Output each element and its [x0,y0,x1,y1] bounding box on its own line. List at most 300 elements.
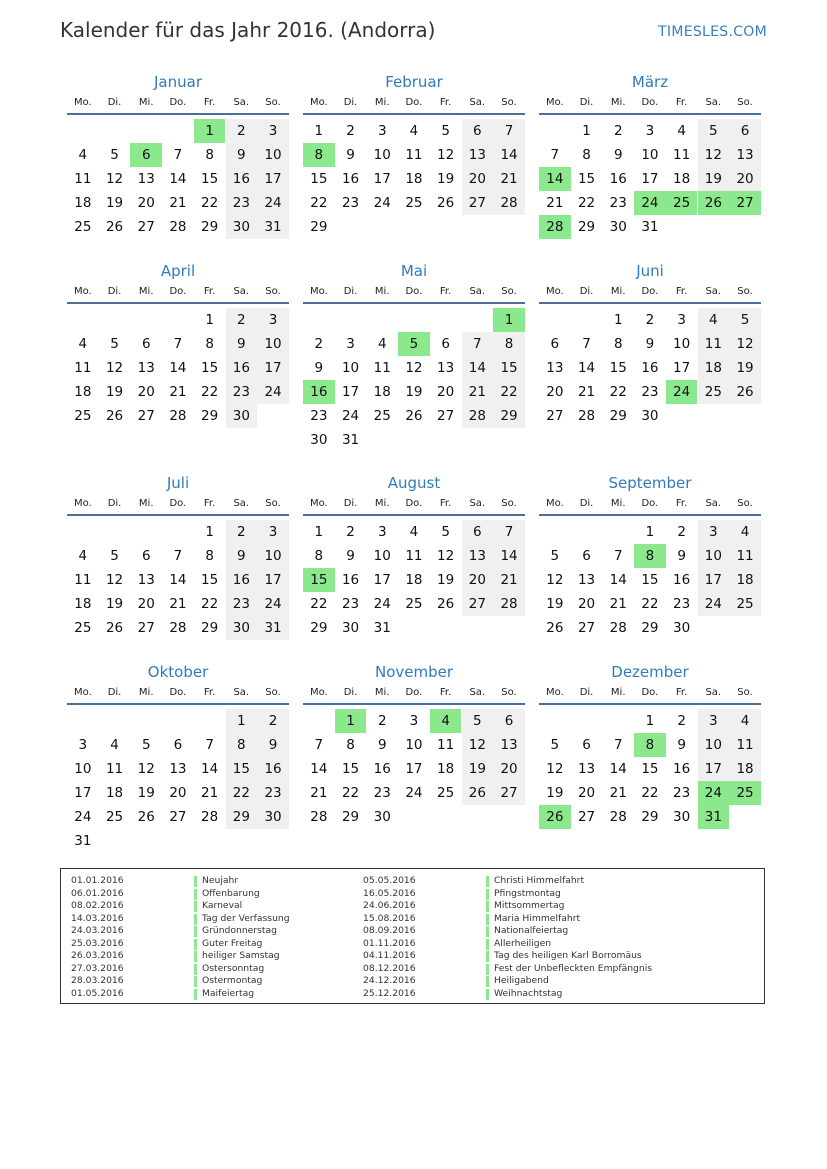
day-cell: 5 [110,147,119,163]
month-dezember [539,661,761,829]
day-cell: 2 [677,713,686,729]
day-cell: 26 [137,809,155,825]
day-cell: 8 [314,548,324,564]
day-cell: 7 [582,336,591,352]
day-cell: 17 [704,572,722,588]
day-cell: 31 [341,432,360,448]
month-september [539,472,761,640]
weekday-label: Mi. [610,286,626,297]
weekday-label: Mo. [545,97,564,108]
day-cell: 11 [704,336,722,352]
day-cell: 25 [405,596,423,612]
day-cell: 28 [169,620,187,636]
weekday-label: Sa. [233,498,250,509]
day-cell: 5 [441,123,450,139]
legend-date: 28.03.2016 [71,975,124,986]
weekday-label: Fr. [439,97,452,108]
weekday-label: Mi. [610,97,626,108]
weekday-label: Do. [169,498,187,509]
day-cell: 28 [609,809,627,825]
day-cell: 16 [232,360,250,376]
legend-item [353,875,705,888]
day-cell: 12 [736,336,754,352]
weekday-header [303,494,525,516]
day-cell: 4 [377,336,387,352]
day-cell: 19 [105,596,124,612]
weekday-label: Mi. [374,286,390,297]
legend-color-marker [486,939,489,950]
legend-color-marker [486,976,489,987]
day-cell: 22 [201,384,219,400]
legend-date: 01.11.2016 [363,937,416,949]
day-cell: 16 [341,171,360,187]
weekday-label: Do. [169,687,187,698]
weekday-label: So. [737,498,753,509]
legend-item [353,888,705,901]
day-cell: 30 [641,408,659,424]
day-cell: 19 [105,195,124,211]
day-cell: 13 [137,171,155,187]
weekday-label: Fr. [203,97,216,108]
day-cell: 13 [546,360,564,376]
day-cell: 29 [201,408,219,424]
legend-date: 25.03.2016 [71,937,124,949]
day-cell: 21 [577,384,596,400]
day-cell: 13 [577,572,596,588]
day-grid [539,115,761,239]
day-cell: 21 [546,195,564,211]
day-cell: 24 [704,596,722,612]
day-cell: 5 [141,737,151,753]
day-cell: 4 [740,713,750,729]
day-cell: 20 [468,572,486,588]
legend-holiday-name: Guter Freitag [202,937,263,949]
weekday-label: So. [501,687,517,698]
day-cell: 7 [205,737,214,753]
day-cell: 28 [609,620,627,636]
legend-item [353,975,705,988]
day-cell: 15 [641,572,659,588]
legend-date: 06.01.2016 [71,887,124,899]
day-cell: 2 [645,312,655,328]
day-cell: 14 [169,171,187,187]
weekday-label: Fr. [675,286,688,297]
weekday-label: Di. [107,286,122,297]
day-cell: 23 [232,195,250,211]
weekday-label: Mo. [309,498,328,509]
weekday-label: Sa. [705,498,722,509]
day-cell: 30 [673,620,691,636]
day-cell: 15 [201,360,219,376]
day-cell: 7 [504,524,514,540]
day-cell: 12 [437,548,455,564]
weekday-label: Do. [641,687,659,698]
legend-date: 01.01.2016 [71,875,124,886]
day-cell: 7 [550,147,560,163]
legend-date: 24.03.2016 [71,925,124,936]
weekday-label: Fr. [203,498,216,509]
legend-color-marker [194,876,197,887]
day-cell: 12 [105,360,124,376]
day-cell: 9 [237,548,246,564]
day-cell: 3 [268,524,278,540]
weekday-label: Mo. [73,286,92,297]
day-cell: 16 [232,171,250,187]
legend-date: 08.09.2016 [363,925,416,936]
holiday-day: 24 [698,781,730,805]
day-cell: 18 [704,360,722,376]
day-cell: 4 [78,336,88,352]
day-cell: 10 [264,147,282,163]
weekday-header [67,683,289,705]
day-cell: 6 [582,737,591,753]
legend-color-marker [194,989,197,1000]
day-cell: 16 [641,360,659,376]
weekday-label: Do. [169,286,187,297]
day-cell: 13 [500,737,518,753]
day-cell: 20 [137,596,155,612]
day-cell: 3 [677,312,686,328]
brand-link[interactable]: TIMESLES.COM [658,24,767,40]
day-cell: 11 [74,360,92,376]
weekday-label: Di. [343,687,358,698]
day-cell: 21 [500,171,518,187]
day-cell: 9 [645,336,655,352]
day-cell: 11 [736,548,754,564]
holiday-day: 28 [539,215,571,239]
day-cell: 17 [373,572,391,588]
legend-holiday-name: Neujahr [202,875,239,886]
day-cell: 15 [310,171,328,187]
day-grid [67,516,289,640]
day-cell: 7 [504,123,514,139]
day-cell: 20 [577,785,596,801]
holiday-day: 1 [194,119,226,143]
day-cell: 24 [405,785,423,801]
weekday-label: Fr. [675,687,688,698]
day-cell: 17 [264,360,282,376]
legend-date: 08.02.2016 [71,900,124,911]
holiday-day: 1 [335,709,367,733]
day-cell: 1 [645,713,655,729]
day-cell: 11 [673,147,691,163]
day-cell: 13 [169,761,187,777]
day-cell: 12 [546,572,564,588]
day-cell: 21 [310,785,328,801]
weekday-label: So. [265,286,281,297]
day-cell: 7 [173,147,183,163]
weekday-label: Di. [107,498,122,509]
day-cell: 15 [577,171,596,187]
day-cell: 25 [437,785,455,801]
day-cell: 3 [377,524,387,540]
weekday-label: Do. [169,97,187,108]
legend-holiday-name: Tag der Verfassung [202,912,290,924]
month-oktober [67,661,289,853]
day-cell: 6 [441,336,450,352]
day-cell: 8 [237,737,246,753]
day-cell: 23 [641,384,659,400]
day-cell: 29 [641,809,659,825]
day-cell: 18 [105,785,124,801]
day-cell: 3 [268,312,278,328]
holiday-day: 8 [634,733,666,757]
month-juni [539,260,761,428]
day-cell: 30 [310,432,328,448]
day-cell: 23 [341,596,360,612]
day-cell: 27 [500,785,518,801]
day-cell: 27 [577,620,596,636]
day-cell: 19 [437,171,455,187]
day-cell: 10 [373,548,391,564]
weekday-label: So. [737,97,753,108]
day-cell: 14 [201,761,219,777]
weekday-label: Do. [405,498,423,509]
month-juli [67,472,289,640]
holiday-day: 25 [666,191,698,215]
weekday-label: So. [265,498,281,509]
day-cell: 23 [673,596,691,612]
day-cell: 15 [341,761,360,777]
day-cell: 2 [346,123,355,139]
month-title: Februar [385,73,443,91]
day-cell: 25 [74,408,92,424]
day-cell: 8 [205,336,214,352]
day-cell: 20 [500,761,518,777]
day-cell: 19 [437,572,455,588]
holiday-day: 26 [698,191,730,215]
day-cell: 18 [405,171,423,187]
day-cell: 16 [673,761,691,777]
day-cell: 11 [736,737,754,753]
page-title: Kalender für das Jahr 2016. (Andorra) [60,18,436,42]
day-cell: 14 [609,572,627,588]
holiday-day: 25 [729,781,761,805]
weekday-label: Mo. [309,286,328,297]
weekday-label: Fr. [203,286,216,297]
holiday-day: 14 [539,167,571,191]
day-cell: 24 [373,596,391,612]
day-cell: 22 [500,384,518,400]
day-cell: 28 [500,596,518,612]
legend-date: 25.12.2016 [363,987,416,999]
day-cell: 14 [500,548,518,564]
day-cell: 10 [264,548,282,564]
weekday-label: Mi. [138,286,154,297]
month-title: Dezember [611,663,689,681]
legend-holiday-name: Nationalfeiertag [494,925,569,936]
day-cell: 31 [641,219,659,235]
month-november [303,661,525,829]
day-cell: 7 [613,548,623,564]
day-cell: 15 [201,171,219,187]
day-cell: 20 [137,195,155,211]
day-cell: 22 [641,785,659,801]
day-cell: 10 [405,737,423,753]
day-cell: 9 [314,360,324,376]
legend-date: 05.05.2016 [363,875,416,886]
day-cell: 10 [341,360,360,376]
day-cell: 23 [609,195,627,211]
weekday-label: Do. [405,286,423,297]
day-cell: 23 [264,785,282,801]
legend-holiday-name: Allerheiligen [494,937,552,949]
legend-item [353,900,705,913]
day-cell: 24 [264,384,282,400]
day-cell: 30 [232,408,250,424]
legend-item [353,938,705,951]
weekday-label: Sa. [469,687,486,698]
weekday-label: Sa. [705,97,722,108]
day-cell: 1 [582,123,591,139]
day-cell: 21 [169,596,187,612]
weekday-label: So. [501,498,517,509]
weekday-label: Sa. [233,687,250,698]
day-cell: 26 [405,408,423,424]
day-cell: 13 [468,147,486,163]
day-cell: 15 [500,360,518,376]
day-cell: 27 [468,596,486,612]
day-cell: 28 [310,809,328,825]
day-cell: 15 [609,360,627,376]
day-cell: 6 [550,336,560,352]
day-cell: 20 [137,384,155,400]
day-cell: 2 [346,524,355,540]
day-cell: 25 [74,219,92,235]
weekday-header [539,494,761,516]
weekday-label: Sa. [233,97,250,108]
holiday-day: 24 [666,380,698,404]
month-april [67,260,289,428]
day-cell: 22 [609,384,627,400]
day-cell: 28 [169,219,187,235]
day-cell: 9 [237,336,246,352]
legend-holiday-name: Heiligabend [494,975,549,986]
day-cell: 13 [468,548,486,564]
weekday-label: Mi. [138,687,154,698]
day-cell: 19 [546,785,564,801]
day-cell: 20 [736,171,754,187]
day-cell: 17 [641,171,659,187]
month-januar [67,71,289,239]
month-title: September [608,474,692,492]
day-cell: 11 [373,360,391,376]
day-cell: 27 [137,219,155,235]
day-cell: 5 [740,312,750,328]
day-cell: 17 [341,384,360,400]
weekday-label: Do. [641,97,659,108]
weekday-header [539,683,761,705]
day-cell: 8 [504,336,514,352]
day-cell: 28 [201,809,219,825]
legend-color-marker [486,926,489,937]
weekday-label: Mo. [545,687,564,698]
day-cell: 20 [546,384,564,400]
day-cell: 13 [137,572,155,588]
day-cell: 11 [405,548,423,564]
day-cell: 25 [704,384,722,400]
weekday-header [303,683,525,705]
weekday-label: So. [501,97,517,108]
day-cell: 2 [237,312,246,328]
day-cell: 29 [310,219,328,235]
weekday-label: Di. [343,97,358,108]
holiday-legend-right [353,875,705,1000]
day-cell: 27 [468,195,486,211]
day-cell: 2 [237,123,246,139]
day-cell: 21 [169,384,187,400]
day-cell: 26 [736,384,754,400]
day-cell: 9 [346,147,355,163]
day-cell: 18 [736,761,754,777]
legend-date: 27.03.2016 [71,962,124,974]
day-grid [303,304,525,452]
day-cell: 8 [582,147,591,163]
day-cell: 12 [405,360,423,376]
day-cell: 18 [437,761,455,777]
legend-color-marker [194,926,197,937]
legend-color-marker [194,951,197,962]
legend-color-marker [486,964,489,975]
day-cell: 26 [468,785,486,801]
day-grid [303,115,525,239]
month-august [303,472,525,640]
day-cell: 9 [377,737,387,753]
holiday-day: 8 [303,143,335,167]
day-cell: 18 [74,384,92,400]
weekday-label: So. [265,687,281,698]
legend-item [353,925,705,938]
day-cell: 26 [105,408,124,424]
day-cell: 20 [169,785,187,801]
month-title: November [374,663,454,681]
day-cell: 24 [264,195,282,211]
legend-color-marker [194,889,197,900]
day-cell: 14 [468,360,486,376]
weekday-label: Mi. [374,687,390,698]
weekday-label: Di. [343,498,358,509]
day-cell: 5 [550,548,560,564]
day-cell: 15 [201,572,219,588]
weekday-label: Di. [579,286,594,297]
day-grid [303,516,525,640]
legend-color-marker [194,964,197,975]
day-cell: 27 [137,408,155,424]
day-cell: 5 [110,548,119,564]
day-cell: 13 [736,147,754,163]
weekday-header [67,282,289,304]
weekday-label: Di. [579,687,594,698]
day-cell: 4 [709,312,718,328]
legend-holiday-name: Christi Himmelfahrt [494,875,585,886]
month-title: Januar [154,73,202,91]
day-cell: 22 [641,596,659,612]
day-cell: 11 [437,737,455,753]
weekday-header [67,93,289,115]
day-cell: 9 [268,737,278,753]
legend-color-marker [486,901,489,912]
legend-color-marker [486,989,489,1000]
weekday-label: Sa. [705,687,722,698]
weekday-label: Sa. [469,498,486,509]
day-cell: 21 [609,785,627,801]
day-cell: 18 [736,572,754,588]
weekday-label: Sa. [469,97,486,108]
weekday-label: Do. [641,498,659,509]
day-cell: 11 [74,572,92,588]
day-cell: 20 [577,596,596,612]
day-cell: 26 [546,620,564,636]
